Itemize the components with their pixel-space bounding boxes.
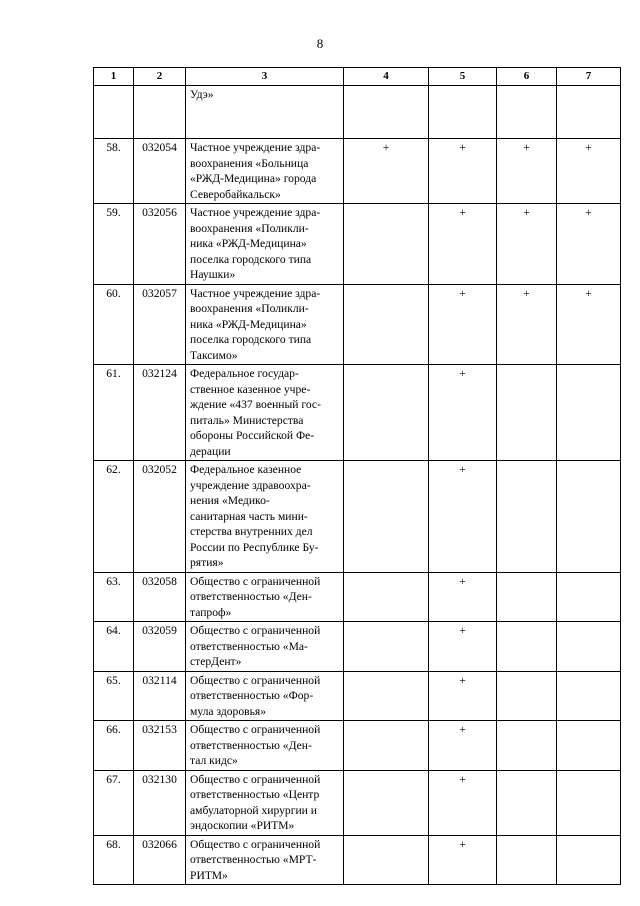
organization-name-line: поселка городского типа [190, 252, 312, 266]
row-number: 59. [94, 204, 134, 285]
organization-name-line: Общество с ограниченной [190, 624, 321, 637]
mark-col-5: + [429, 835, 497, 885]
mark-col-7: + [557, 139, 621, 204]
row-number: 58. [94, 139, 134, 204]
table-row [94, 86, 621, 139]
organization-name [186, 622, 344, 672]
organization-name [186, 572, 344, 622]
organization-name-line: обороны Российской Фе- [190, 429, 315, 442]
organization-name [186, 835, 344, 885]
mark-col-7 [557, 770, 621, 835]
mark-col-6 [497, 365, 557, 461]
organization-name [186, 365, 344, 461]
row-number: 64. [94, 622, 134, 672]
organization-name-line: ответственностью «Центр [190, 788, 320, 801]
row-number: 62. [94, 461, 134, 573]
organization-code: 032054 [134, 139, 186, 204]
organization-name-line: ника «РЖД-Медицина» [190, 317, 307, 331]
organization-name-line: Общество с ограниченной [190, 574, 321, 588]
header-col-3: 3 [186, 68, 344, 86]
mark-col-4 [344, 86, 429, 139]
organization-name-line: мула здоровья» [190, 704, 267, 718]
table-row [94, 770, 621, 835]
header-col-1: 1 [94, 68, 134, 86]
row-number: 60. [94, 284, 134, 365]
organization-name-line: Частное учреждение здра- [190, 206, 321, 219]
mark-col-7 [557, 365, 621, 461]
row-number: 68. [94, 835, 134, 885]
organization-name-line: нения «Медико- [190, 494, 270, 507]
organization-name-line: Общество с ограниченной [190, 837, 321, 851]
organization-name-line: ответственностью «Ден- [190, 590, 312, 603]
table-row [94, 139, 621, 204]
mark-col-7 [557, 461, 621, 573]
organization-name-line: воохранения «Поликли- [190, 221, 309, 235]
organization-name-line: Общество с ограниченной [190, 772, 321, 786]
mark-col-4 [344, 365, 429, 461]
organization-name-line: ответственностью «Фор- [190, 689, 314, 702]
organization-code: 032058 [134, 572, 186, 622]
mark-col-5: + [429, 721, 497, 771]
organization-name-line: ответственностью «Ден- [190, 738, 312, 752]
mark-col-5: + [429, 671, 497, 721]
mark-col-7 [557, 622, 621, 672]
mark-col-4 [344, 204, 429, 285]
mark-col-4 [344, 770, 429, 835]
mark-col-6 [497, 721, 557, 771]
organization-name [186, 721, 344, 771]
mark-col-5: + [429, 770, 497, 835]
organization-name-line: стерства внутренних дел [190, 525, 313, 538]
organization-name-line: воохранения «Поликли- [190, 302, 309, 315]
organization-name-line: воохранения «Больница [190, 156, 309, 170]
mark-col-7 [557, 86, 621, 139]
mark-col-5: + [429, 572, 497, 622]
mark-col-6: + [497, 204, 557, 285]
table-row [94, 721, 621, 771]
mark-col-7: + [557, 284, 621, 365]
table-row [94, 461, 621, 573]
mark-col-5 [429, 86, 497, 139]
mark-col-5: + [429, 622, 497, 672]
header-col-6: 6 [497, 68, 557, 86]
organization-name-line: тал кидс» [190, 754, 238, 767]
organization-name-line: Федеральное государ- [190, 367, 299, 380]
organization-code: 032114 [134, 671, 186, 721]
table-row [94, 204, 621, 285]
organization-name-line: ника «РЖД-Медицина» [190, 237, 307, 250]
organization-name-line: «РЖД-Медицина» города [190, 172, 317, 185]
mark-col-7 [557, 671, 621, 721]
organization-name-line: ждение «437 военный гос- [190, 398, 321, 411]
row-number: 67. [94, 770, 134, 835]
organization-name-line: эндоскопии «РИТМ» [190, 819, 295, 832]
mark-col-5: + [429, 139, 497, 204]
organization-name-line: ответственностью «Ма- [190, 639, 308, 653]
header-col-2: 2 [134, 68, 186, 86]
organization-name [186, 770, 344, 835]
organization-name-line: Общество с ограниченной [190, 673, 321, 687]
organization-name-line: рятия» [190, 556, 224, 569]
organization-name-line: Удэ» [190, 88, 214, 101]
header-row [94, 68, 621, 86]
mark-col-4 [344, 721, 429, 771]
header-col-5: 5 [429, 68, 497, 86]
organization-name-line: России по Республике Бу- [190, 540, 319, 554]
organization-code: 032057 [134, 284, 186, 365]
organization-name-line: ственное казенное учре- [190, 382, 311, 396]
table-row [94, 622, 621, 672]
organization-name-line: амбулаторной хирургии и [190, 803, 317, 817]
mark-col-4: + [344, 139, 429, 204]
mark-col-5: + [429, 284, 497, 365]
header-col-4: 4 [344, 68, 429, 86]
organization-name [186, 204, 344, 285]
row-number: 61. [94, 365, 134, 461]
table-row [94, 835, 621, 885]
organization-name-line: питаль» Министерства [190, 413, 304, 427]
mark-col-4 [344, 835, 429, 885]
organization-name-line: Наушки» [190, 268, 236, 281]
organization-code: 032130 [134, 770, 186, 835]
mark-col-6 [497, 461, 557, 573]
table-row [94, 671, 621, 721]
organization-name [186, 139, 344, 204]
table-row [94, 284, 621, 365]
organization-code: 032124 [134, 365, 186, 461]
row-number: 66. [94, 721, 134, 771]
row-number: 65. [94, 671, 134, 721]
mark-col-6 [497, 622, 557, 672]
mark-col-6 [497, 770, 557, 835]
organization-name-line: Северобайкальск» [190, 187, 281, 201]
row-number [94, 86, 134, 139]
row-number: 63. [94, 572, 134, 622]
organization-name-line: Федеральное казенное [190, 463, 302, 476]
mark-col-5: + [429, 365, 497, 461]
mark-col-4 [344, 572, 429, 622]
header-col-7: 7 [557, 68, 621, 86]
table-row [94, 572, 621, 622]
mark-col-7 [557, 572, 621, 622]
page-number: 8 [316, 36, 324, 51]
mark-col-6 [497, 835, 557, 885]
organization-code: 032056 [134, 204, 186, 285]
mark-col-6 [497, 671, 557, 721]
mark-col-5: + [429, 204, 497, 285]
organization-name-line: Частное учреждение здра- [190, 141, 321, 154]
organization-name [186, 671, 344, 721]
organization-name [186, 284, 344, 365]
organization-name-line: РИТМ» [190, 868, 228, 882]
mark-col-4 [344, 622, 429, 672]
mark-col-4 [344, 671, 429, 721]
organization-name-line: стерДент» [190, 655, 242, 668]
organization-name-line: поселка городского типа [190, 333, 312, 346]
organization-code: 032066 [134, 835, 186, 885]
mark-col-6 [497, 572, 557, 622]
table-row [94, 365, 621, 461]
mark-col-6: + [497, 284, 557, 365]
organizations-table [93, 67, 621, 885]
mark-col-4 [344, 284, 429, 365]
organization-code [134, 86, 186, 139]
organization-name-line: тапроф» [190, 605, 232, 619]
organization-name-line: Общество с ограниченной [190, 723, 321, 736]
mark-col-7 [557, 721, 621, 771]
organization-name-line: дерации [190, 444, 231, 458]
organization-name-line: Таксимо» [190, 348, 238, 362]
organization-name [186, 461, 344, 573]
mark-col-7 [557, 835, 621, 885]
organization-name-line: ответственностью «МРТ- [190, 853, 317, 866]
organization-name-line: Частное учреждение здра- [190, 286, 321, 300]
organization-name [186, 86, 344, 139]
mark-col-4 [344, 461, 429, 573]
organization-name-line: санитарная часть мини- [190, 509, 308, 523]
organization-code: 032059 [134, 622, 186, 672]
mark-col-6: + [497, 139, 557, 204]
organization-code: 032052 [134, 461, 186, 573]
mark-col-7: + [557, 204, 621, 285]
mark-col-5: + [429, 461, 497, 573]
organization-name-line: учреждение здравоохра- [190, 478, 311, 492]
organization-code: 032153 [134, 721, 186, 771]
mark-col-6 [497, 86, 557, 139]
